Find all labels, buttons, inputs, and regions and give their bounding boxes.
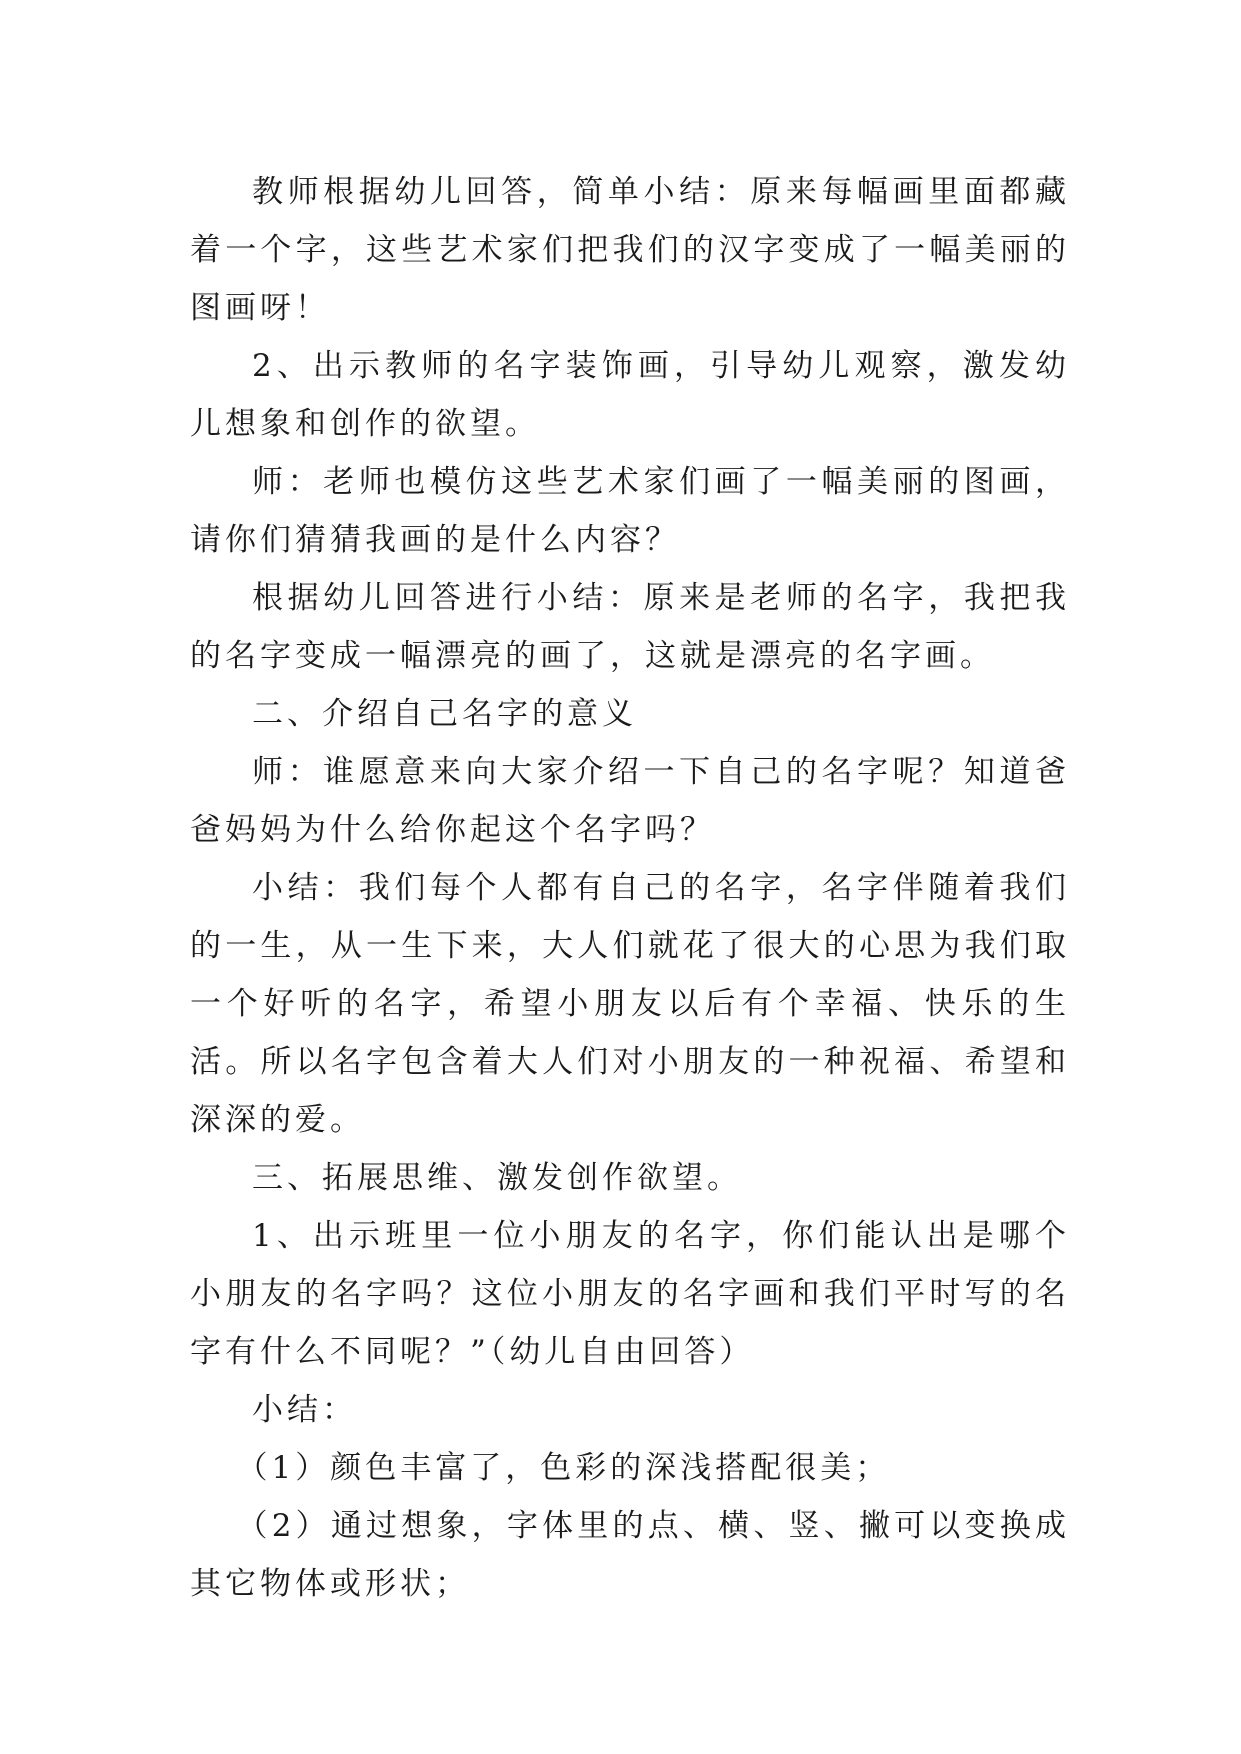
section-heading-2: 二、介绍自己名字的意义 [252, 696, 637, 732]
paragraph-summary-hidden-characters: 教师根据幼儿回答，简单小结：原来每幅画里面都藏着一个字，这些艺术家们把我们的汉字变成了一幅美丽的图画呀！ [190, 174, 1070, 326]
paragraph-summary-name-meaning: 小结：我们每个人都有自己的名字，名字伴随着我们的一生，从一生下来，大人们就花了很大的心思为我们取一个好听的名字，希望小朋友以后有个幸福、快乐的生活。所以名字包含着大人们对小朋友的一种祝福、希望和深深的爱。 [190, 870, 1070, 1138]
list-item-1: （1）颜色丰富了，色彩的深浅搭配很美； [236, 1450, 891, 1486]
paragraph-summary-teacher-name: 根据幼儿回答进行小结：原来是老师的名字，我把我的名字变成一幅漂亮的画了，这就是漂亮的名字画。 [190, 580, 1070, 674]
section-heading-3: 三、拓展思维、激发创作欲望。 [252, 1160, 742, 1196]
paragraph-step-2-teacher-name-painting: 2、出示教师的名字装饰画，引导幼儿观察，激发幼儿想象和创作的欲望。 [190, 348, 1070, 442]
document-body [190, 163, 1070, 1613]
paragraph-summary-label: 小结： [252, 1392, 357, 1428]
paragraph-teacher-prompt-names: 师：谁愿意来向大家介绍一下自己的名字呢？知道爸爸妈妈为什么给你起这个名字吗？ [190, 754, 1070, 848]
paragraph-teacher-question: 师：老师也模仿这些艺术家们画了一幅美丽的图画，请你们猜猜我画的是什么内容？ [190, 464, 1070, 558]
list-item-2: （2）通过想象，字体里的点、横、竖、撇可以变换成其它物体或形状； [190, 1508, 1070, 1602]
paragraph-step-1-child-name: 1、出示班里一位小朋友的名字，你们能认出是哪个小朋友的名字吗？这位小朋友的名字画和我们平时写的名字有什么不同呢？”（幼儿自由回答） [190, 1218, 1070, 1370]
